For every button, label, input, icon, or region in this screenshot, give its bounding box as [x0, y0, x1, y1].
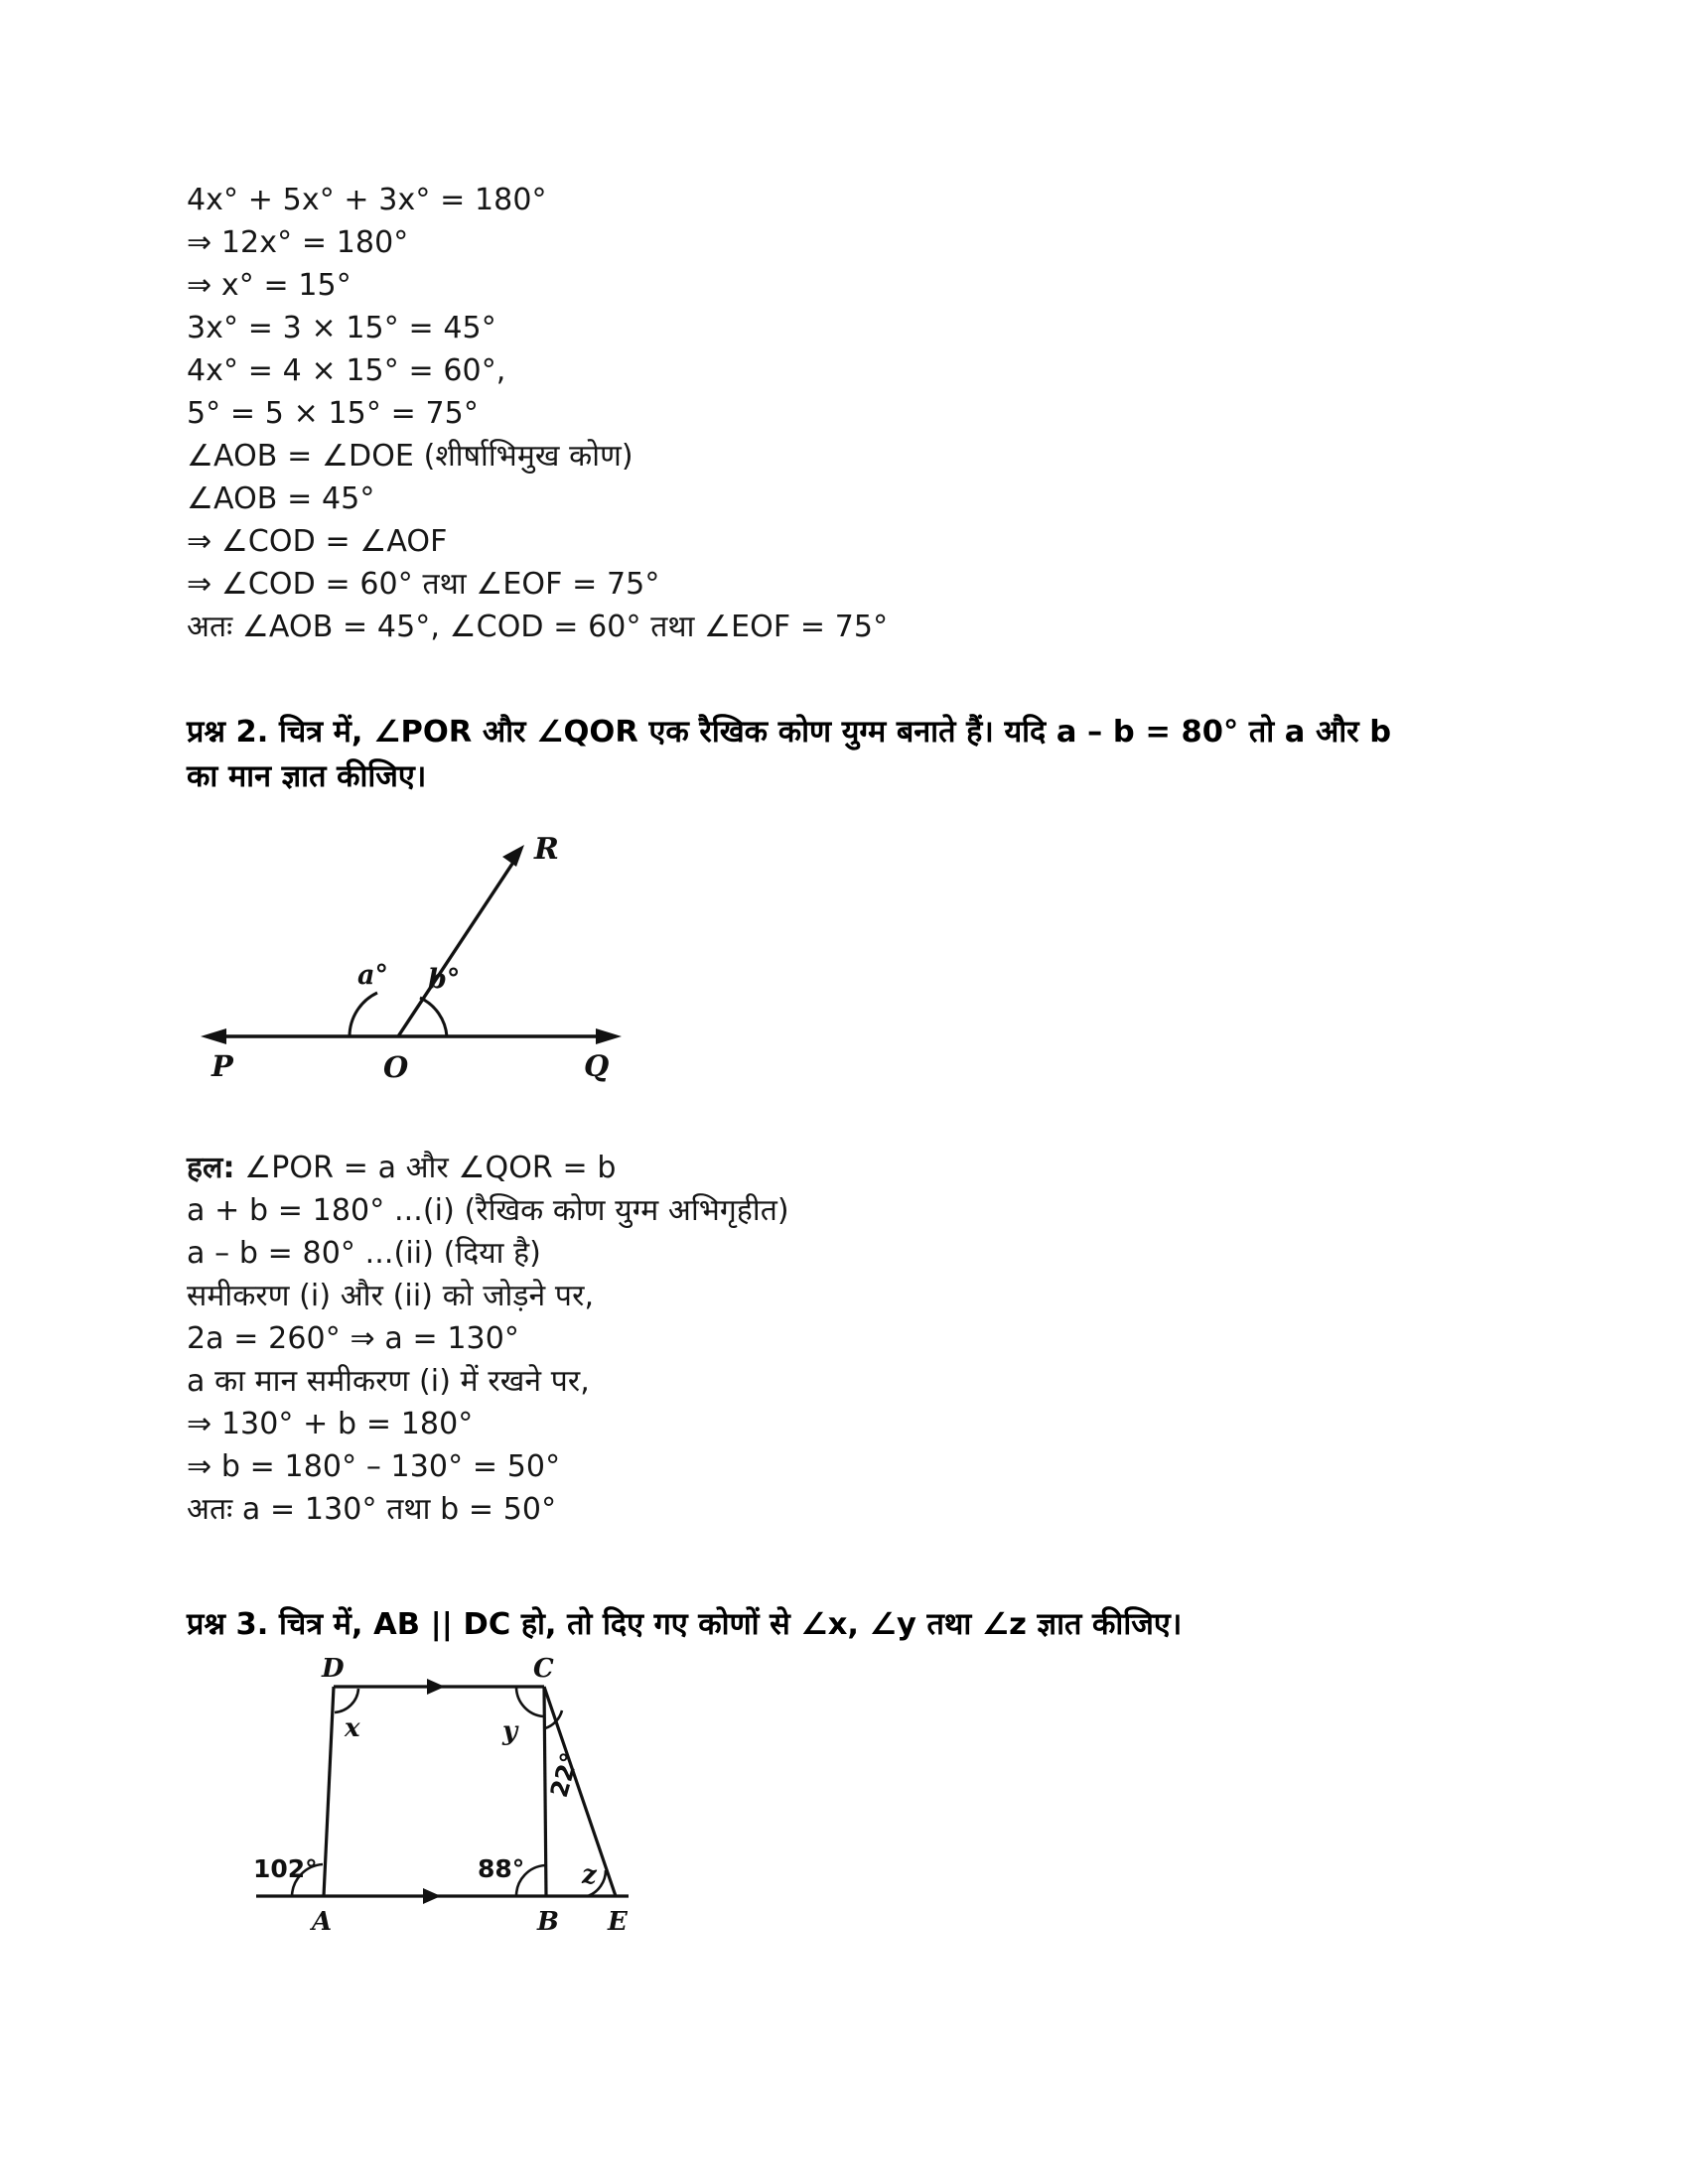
page-content	[187, 179, 1507, 1953]
label-angle-102: 102°	[253, 1854, 318, 1883]
label-point-P: P	[211, 1049, 233, 1083]
question-3-figure	[246, 1655, 1507, 1953]
label-angle-x: x	[345, 1713, 360, 1743]
arrowhead-left-icon	[201, 1028, 226, 1044]
solution-line: 4x° = 4 × 15° = 60°,	[187, 353, 506, 388]
label-point-A: A	[312, 1907, 333, 1937]
arrowhead-R-icon	[502, 845, 524, 867]
label-point-R: R	[534, 832, 559, 867]
angle-arc-a	[350, 993, 377, 1036]
solution-line: 2a = 260° ⇒ a = 130°	[187, 1321, 520, 1356]
label-angle-y: y	[502, 1716, 518, 1746]
question-2-heading-line-1: प्रश्न 2. चित्र में, ∠POR और ∠QOR एक रैखिक कोण युग्म बनाते हैं। यदि a – b = 80° तो a और b	[187, 715, 1392, 750]
solution-line: ⇒ x° = 15°	[187, 268, 352, 303]
solution-line: अतः a = 130° तथा b = 50°	[187, 1492, 557, 1527]
parallel-marker-ab-icon	[423, 1888, 441, 1904]
arrowhead-right-icon	[596, 1028, 622, 1044]
angle-arc-b	[420, 998, 447, 1036]
spacer	[187, 648, 1507, 710]
label-angle-22: 22°	[544, 1749, 585, 1801]
solution-line: अतः ∠AOB = 45°, ∠COD = 60° तथा ∠EOF = 75°	[187, 610, 889, 644]
linear-pair-svg	[187, 813, 743, 1101]
solution-line: a का मान समीकरण (i) में रखने पर,	[187, 1364, 590, 1399]
solution-line: a + b = 180° ...(i) (रैखिक कोण युग्म अभिगृहीत)	[187, 1193, 789, 1228]
spacer	[187, 799, 1507, 813]
label-angle-b: b°	[428, 964, 461, 995]
solution-line: ⇒ ∠COD = ∠AOF	[187, 524, 448, 559]
solution-line: ⇒ 12x° = 180°	[187, 225, 409, 260]
solution-line: ⇒ b = 180° – 130° = 50°	[187, 1449, 561, 1484]
solution-line: a – b = 80° ...(ii) (दिया है)	[187, 1236, 541, 1271]
label-point-O: O	[383, 1050, 409, 1084]
solution-line: 4x° + 5x° + 3x° = 180°	[187, 183, 547, 217]
question-3-heading	[187, 1602, 1507, 1647]
ray-OR	[398, 861, 514, 1036]
solution-line: ∠AOB = 45°	[187, 481, 375, 516]
spacer	[187, 1101, 1507, 1147]
label-angle-88: 88°	[478, 1854, 525, 1883]
solution-block-question-1	[187, 179, 1507, 648]
parallel-marker-dc-icon	[427, 1679, 445, 1695]
label-point-E: E	[608, 1907, 628, 1937]
label-point-B: B	[537, 1907, 559, 1937]
question-2-heading-line-2: का मान ज्ञात कीजिए।	[187, 759, 427, 794]
solution-line: ⇒ ∠COD = 60° तथा ∠EOF = 75°	[187, 567, 660, 602]
question-3-heading-line: प्रश्न 3. चित्र में, AB || DC हो, तो दिए गए कोणों से ∠x, ∠y तथा ∠z ज्ञात कीजिए।	[187, 1607, 1183, 1642]
solution-first-line	[187, 1147, 1507, 1189]
solution-block-question-2	[187, 1147, 1507, 1531]
solution-prefix: हल:	[187, 1151, 235, 1185]
angle-arc-x	[335, 1689, 358, 1712]
label-angle-a: a°	[357, 960, 388, 991]
line-AD	[324, 1687, 334, 1896]
spacer	[187, 1531, 1507, 1602]
spacer	[187, 1647, 1507, 1655]
solution-line: समीकरण (i) और (ii) को जोड़ने पर,	[187, 1279, 595, 1313]
label-point-Q: Q	[584, 1049, 610, 1083]
solution-line: 5° = 5 × 15° = 75°	[187, 396, 479, 431]
question-2-figure	[187, 813, 1507, 1101]
label-point-D: D	[322, 1654, 345, 1684]
solution-first-line-rest: ∠POR = a और ∠QOR = b	[234, 1151, 617, 1185]
angle-arc-y	[516, 1688, 543, 1716]
solution-line: ∠AOB = ∠DOE (शीर्षाभिमुख कोण)	[187, 439, 633, 474]
solution-line: ⇒ 130° + b = 180°	[187, 1407, 474, 1441]
question-2-heading	[187, 710, 1507, 799]
label-point-C: C	[533, 1654, 554, 1684]
solution-line: 3x° = 3 × 15° = 45°	[187, 311, 496, 345]
trapezium-svg	[246, 1655, 723, 1953]
label-angle-z: z	[582, 1860, 597, 1890]
